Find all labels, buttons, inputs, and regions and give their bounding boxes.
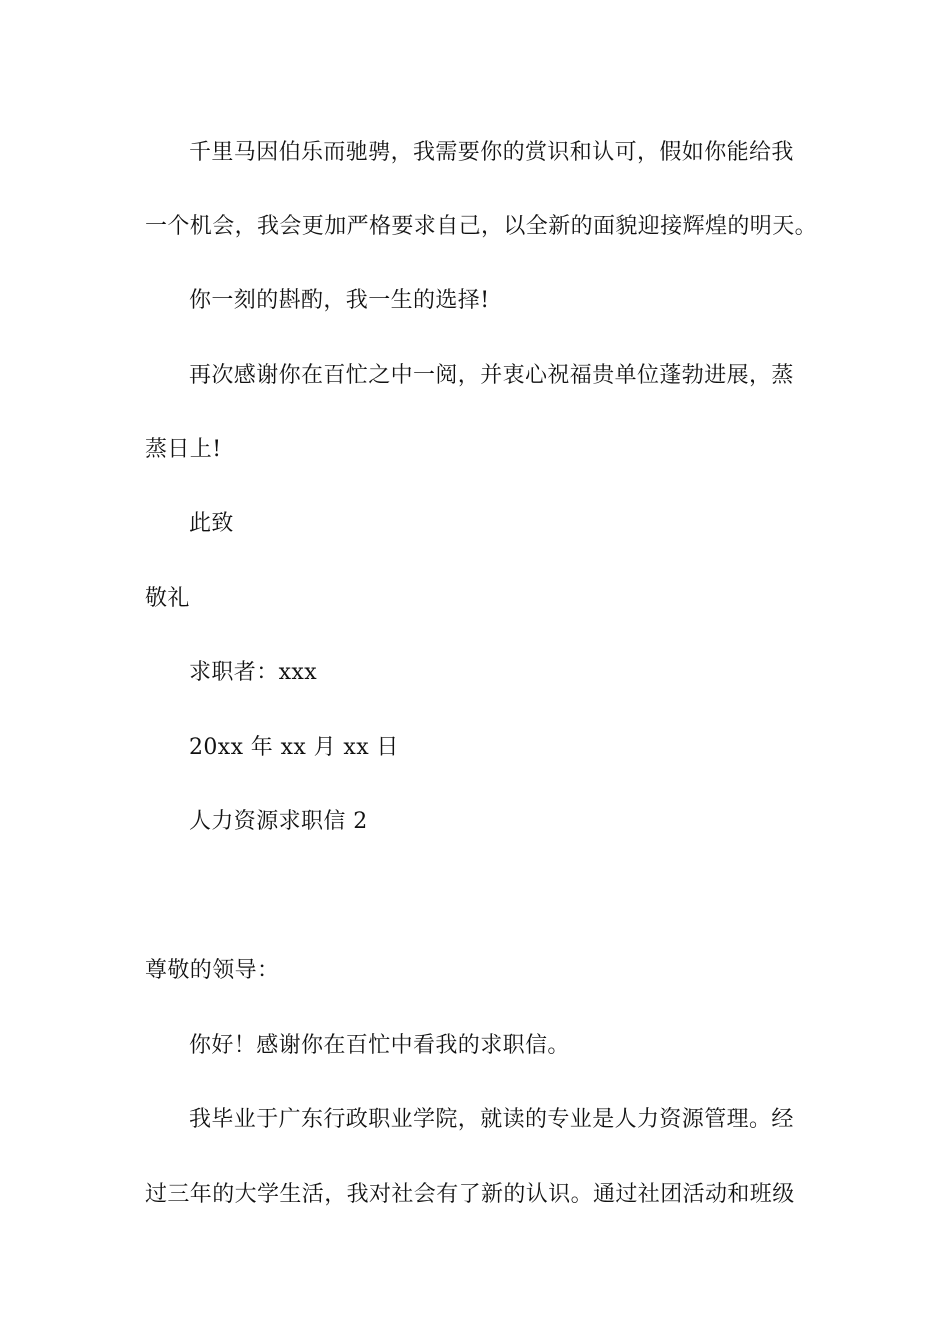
paragraph-line: 你好！感谢你在百忙中看我的求职信。 bbox=[189, 1033, 570, 1058]
paragraph-line: 千里马因伯乐而驰骋，我需要你的赏识和认可，假如你能给我 bbox=[189, 140, 794, 165]
paragraph-line: 蒸日上! bbox=[145, 437, 222, 462]
paragraph-line: 你一刻的斟酌，我一生的选择! bbox=[189, 288, 490, 313]
date-line: 20xx 年 xx 月 xx 日 bbox=[189, 735, 399, 760]
paragraph-line: 一个机会，我会更加严格要求自己，以全新的面貌迎接辉煌的明天。 bbox=[145, 214, 818, 239]
paragraph-line: 再次感谢你在百忙之中一阅，并衷心祝福贵单位蓬勃进展，蒸 bbox=[189, 363, 794, 388]
paragraph-line: 过三年的大学生活，我对社会有了新的认识。通过社团活动和班级 bbox=[145, 1182, 795, 1207]
greeting-line: 尊敬的领导： bbox=[145, 958, 280, 983]
closing-line: 此致 bbox=[189, 511, 234, 536]
signature-line: 求职者：xxx bbox=[189, 660, 318, 685]
section-title: 人力资源求职信 2 bbox=[189, 809, 368, 834]
paragraph-line: 我毕业于广东行政职业学院，就读的专业是人力资源管理。经 bbox=[189, 1107, 794, 1132]
closing-salutation: 敬礼 bbox=[145, 586, 190, 611]
